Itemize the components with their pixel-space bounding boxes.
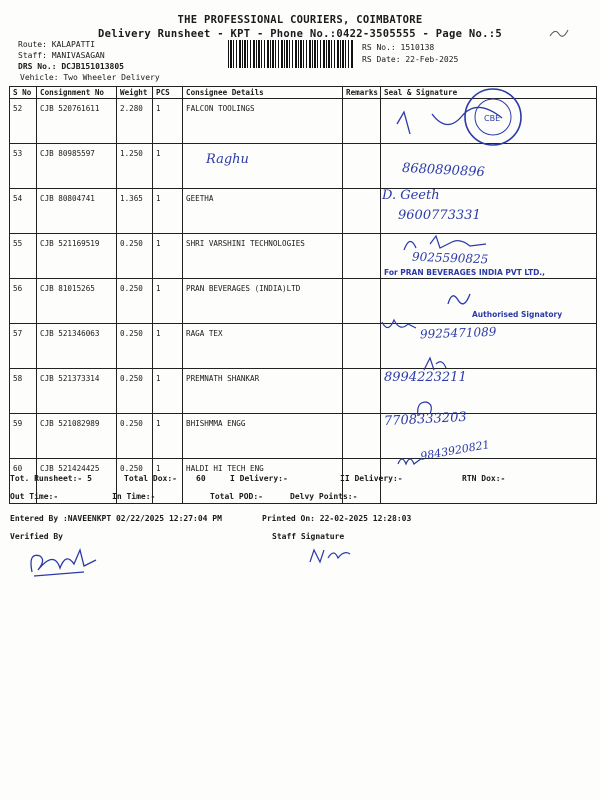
cell-cno: CJB 80985597 — [37, 144, 117, 189]
row56-signature — [444, 288, 474, 312]
cell-weight: 0.250 — [117, 369, 153, 414]
cell-sno: 52 — [10, 99, 37, 144]
row56-company-stamp: For PRAN BEVERAGES INDIA PVT LTD., — [384, 268, 545, 277]
cell-sno: 53 — [10, 144, 37, 189]
in-time: In Time:- — [112, 492, 156, 501]
cell-weight: 0.250 — [117, 459, 153, 504]
cell-remarks — [343, 369, 381, 414]
drs-number: DRS No.: DCJB151013805 — [18, 62, 124, 71]
cell-cno: CJB 521082989 — [37, 414, 117, 459]
row53-receiver-name: Raghu — [206, 152, 249, 167]
cell-consignee: FALCON TOOLINGS — [183, 99, 343, 144]
verifier-signature — [24, 542, 104, 582]
total-dox-label: Total Dox:- — [124, 474, 177, 483]
cell-weight: 1.250 — [117, 144, 153, 189]
cell-cno: CJB 521373314 — [37, 369, 117, 414]
staff: Staff: MANIVASAGAN — [18, 51, 105, 60]
rs-number: RS No.: 1510138 — [362, 43, 435, 52]
col-weight: Weight — [117, 87, 153, 99]
row58-phone: 8994223211 — [384, 370, 467, 385]
cell-pcs: 1 — [153, 234, 183, 279]
cell-pcs: 1 — [153, 279, 183, 324]
cell-pcs: 1 — [153, 189, 183, 234]
row59-phone: 7708333203 — [383, 409, 468, 430]
row53-phone: 8680890896 — [401, 160, 486, 181]
cell-pcs: 1 — [153, 414, 183, 459]
cell-sno: 54 — [10, 189, 37, 234]
cell-pcs: 1 — [153, 144, 183, 189]
svg-text:CBE: CBE — [484, 114, 501, 123]
cell-pcs: 1 — [153, 459, 183, 504]
cell-consignee: PREMNATH SHANKAR — [183, 369, 343, 414]
table-row — [10, 369, 597, 414]
col-consignee: Consignee Details — [183, 87, 343, 99]
col-remarks: Remarks — [343, 87, 381, 99]
cell-pcs: 1 — [153, 99, 183, 144]
cell-sno: 55 — [10, 234, 37, 279]
runsheet-subtitle: Delivery Runsheet - KPT - Phone No.:0422-3505555 - Page No.:5 — [98, 28, 502, 40]
cell-pcs: 1 — [153, 369, 183, 414]
cell-cno: CJB 521346063 — [37, 324, 117, 369]
ii-delivery: II Delivery:- — [340, 474, 403, 483]
barcode — [228, 40, 353, 68]
cell-sno: 60 — [10, 459, 37, 504]
cell-consignee: SHRI VARSHINI TECHNOLOGIES — [183, 234, 343, 279]
cell-remarks — [343, 99, 381, 144]
staff-signature — [306, 542, 356, 568]
i-delivery: I Delivery:- — [230, 474, 288, 483]
cell-cno: CJB 81015265 — [37, 279, 117, 324]
row56-authorised-signatory: Authorised Signatory — [472, 310, 563, 319]
table-row — [10, 189, 597, 234]
route: Route: KALAPATTI — [18, 40, 96, 49]
col-pcs: PCS — [153, 87, 183, 99]
printed-on: Printed On: 22-02-2025 12:28:03 — [262, 514, 412, 523]
cell-weight: 0.250 — [117, 324, 153, 369]
cell-cno: CJB 80804741 — [37, 189, 117, 234]
row60-phone: 9843920821 — [419, 438, 491, 463]
company-title: THE PROFESSIONAL COURIERS, COIMBATORE — [177, 14, 423, 26]
row54-phone: 9600773331 — [398, 208, 481, 223]
scribble-mark — [548, 26, 570, 40]
cell-consignee: RAGA TEX — [183, 324, 343, 369]
cell-remarks — [343, 234, 381, 279]
cell-remarks — [343, 324, 381, 369]
total-runsheet: Tot. Runsheet:- 5 — [10, 474, 92, 483]
cell-weight: 0.250 — [117, 414, 153, 459]
cell-consignee: BHISHMMA ENGG — [183, 414, 343, 459]
cell-remarks — [343, 414, 381, 459]
runsheet-table — [9, 86, 597, 504]
cell-pcs: 1 — [153, 324, 183, 369]
entered-by: Entered By :NAVEENKPT 02/22/2025 12:27:04 PM — [10, 514, 222, 523]
vehicle: Vehicle: Two Wheeler Delivery — [20, 73, 160, 82]
cell-remarks — [343, 144, 381, 189]
cell-consignee: HALDI HI TECH ENG — [183, 459, 343, 504]
col-sno: S No — [10, 87, 37, 99]
cell-weight: 2.280 — [117, 99, 153, 144]
total-dox-value: 60 — [196, 474, 206, 483]
verified-by-label: Verified By — [10, 532, 63, 541]
rs-date: RS Date: 22-Feb-2025 — [362, 55, 459, 64]
row52-signature — [392, 104, 512, 144]
row57-phone: 9925471089 — [419, 324, 497, 342]
row57-signature — [380, 314, 420, 338]
cell-weight: 1.365 — [117, 189, 153, 234]
row54-receiver-name: D. Geeth — [382, 188, 440, 203]
delivery-points: Delvy Points:- — [290, 492, 358, 501]
col-consignment: Consignment No — [37, 87, 117, 99]
row55-phone: 9025590825 — [411, 249, 489, 267]
cell-sno: 56 — [10, 279, 37, 324]
cell-cno: CJB 521424425 — [37, 459, 117, 504]
rtn-dox: RTN Dox:- — [462, 474, 506, 483]
cell-weight: 0.250 — [117, 279, 153, 324]
cell-remarks — [343, 279, 381, 324]
table-row — [10, 144, 597, 189]
staff-signature-label: Staff Signature — [272, 532, 345, 541]
table-row — [10, 324, 597, 369]
cell-cno: CJB 520761611 — [37, 99, 117, 144]
table-row — [10, 414, 597, 459]
cell-remarks — [343, 189, 381, 234]
cell-sno: 59 — [10, 414, 37, 459]
col-seal-signature: Seal & Signature — [381, 87, 597, 99]
cell-weight: 0.250 — [117, 234, 153, 279]
cell-consignee: GEETHA — [183, 189, 343, 234]
cell-sno: 58 — [10, 369, 37, 414]
cell-sno: 57 — [10, 324, 37, 369]
cell-cno: CJB 521169519 — [37, 234, 117, 279]
out-time: Out Time:- — [10, 492, 59, 501]
cell-consignee: PRAN BEVERAGES (INDIA)LTD — [183, 279, 343, 324]
total-pod: Total POD:- — [210, 492, 263, 501]
